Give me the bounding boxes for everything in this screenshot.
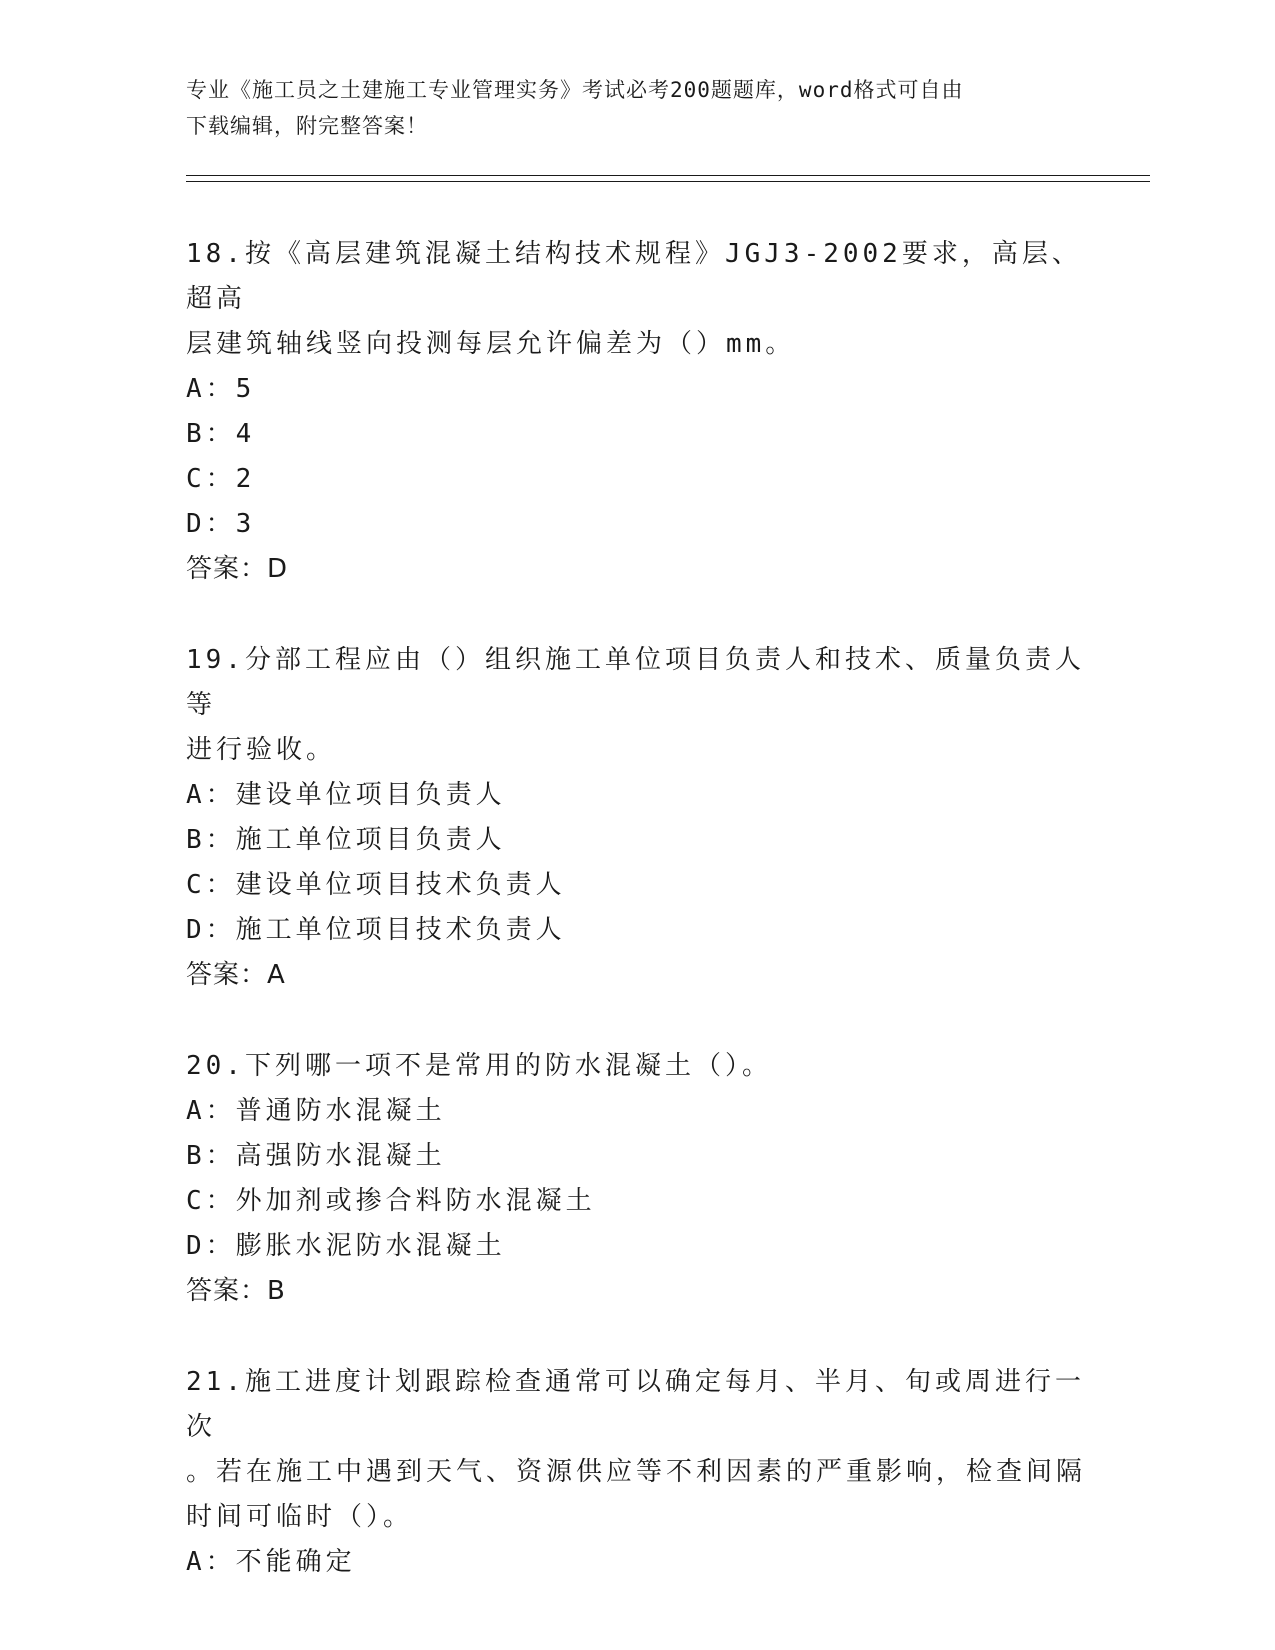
question-stem-line: 。若在施工中遇到天气、资源供应等不利因素的严重影响，检查间隔 (186, 1457, 1087, 1487)
option-c: C：2 (186, 464, 256, 494)
option-d: D：膨胀水泥防水混凝土 (186, 1231, 506, 1261)
option-d: D：施工单位项目技术负责人 (186, 915, 566, 945)
option-b: B：施工单位项目负责人 (186, 825, 506, 855)
question-stem-line: 层建筑轴线竖向投测每层允许偏差为（）mm。 (186, 329, 796, 359)
answer-line: 答案：D (186, 554, 289, 584)
answer-line: 答案：A (186, 960, 286, 990)
option-b: B：高强防水混凝土 (186, 1141, 446, 1171)
question-stem-line: 20.下列哪一项不是常用的防水混凝土（）。 (186, 1051, 772, 1081)
question-stem-line: 时间可临时（）。 (186, 1502, 414, 1532)
header-line-1: 专业《施工员之土建施工专业管理实务》考试必考200题题库，word格式可自由 (186, 78, 964, 102)
question-stem-line: 19.分部工程应由（）组织施工单位项目负责人和技术、质量负责人等 (186, 645, 1085, 720)
question-19 (186, 638, 1086, 998)
document-header (186, 72, 1066, 144)
header-divider-bottom (186, 181, 1150, 182)
option-c: C：外加剂或掺合料防水混凝土 (186, 1186, 596, 1216)
option-a: A：建设单位项目负责人 (186, 780, 506, 810)
option-d: D：3 (186, 509, 256, 539)
question-18 (186, 232, 1086, 592)
answer-line: 答案：B (186, 1276, 286, 1306)
option-a: A：5 (186, 374, 256, 404)
option-c: C：建设单位项目技术负责人 (186, 870, 566, 900)
option-a: A：不能确定 (186, 1547, 356, 1577)
header-line-2: 下载编辑，附完整答案！ (186, 114, 428, 138)
header-divider-top (186, 175, 1150, 176)
option-b: B：4 (186, 419, 256, 449)
question-20 (186, 1044, 1086, 1314)
option-a: A：普通防水混凝土 (186, 1096, 446, 1126)
question-stem-line: 18.按《高层建筑混凝土结构技术规程》JGJ3-2002要求，高层、超高 (186, 239, 1082, 314)
question-stem-line: 21.施工进度计划跟踪检查通常可以确定每月、半月、旬或周进行一次 (186, 1367, 1085, 1442)
question-stem-line: 进行验收。 (186, 735, 337, 765)
question-21 (186, 1360, 1086, 1585)
question-list (186, 232, 1086, 1631)
